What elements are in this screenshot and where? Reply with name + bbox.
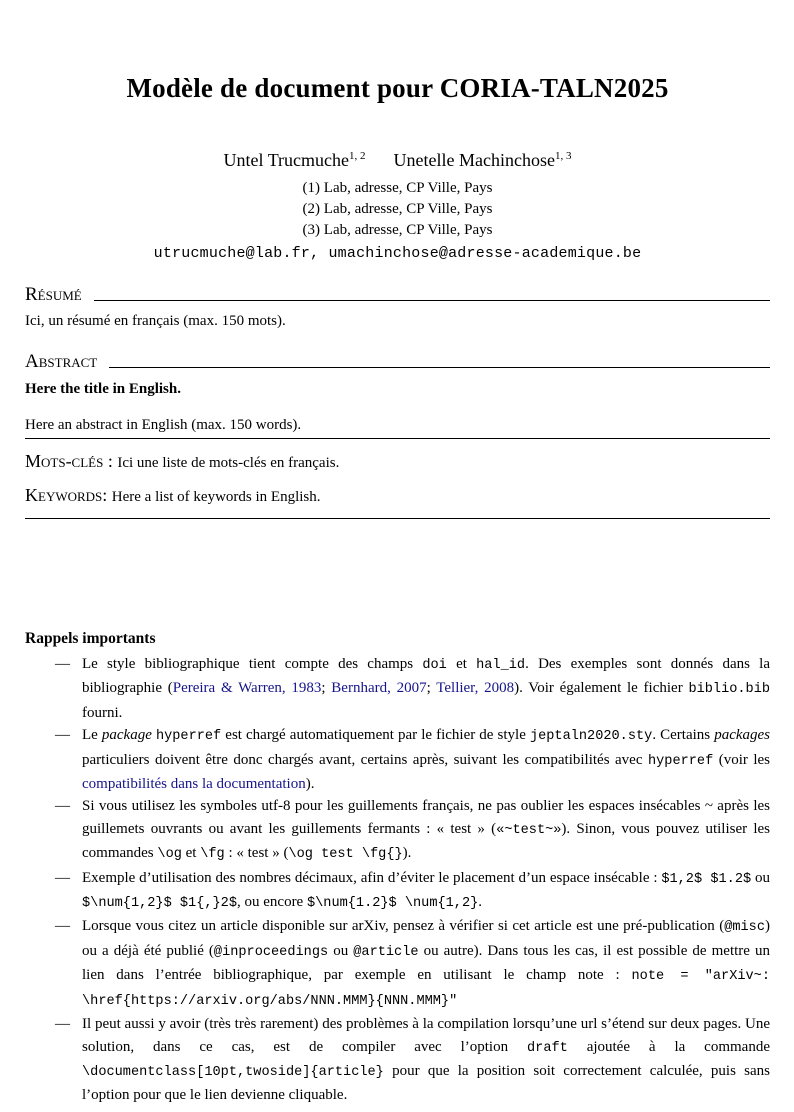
text-segment: et xyxy=(446,656,477,672)
text-segment: ). xyxy=(402,845,412,862)
text-segment: . Certains xyxy=(652,727,715,744)
text-segment: package xyxy=(101,727,152,744)
list-item-dash: — xyxy=(55,869,70,886)
text-segment: jeptaln2020.sty xyxy=(529,729,653,745)
text-segment: ou autre). Dans tous les cas, il est possible de mettre un lien dans l’entrée bibliographique, par exemple en utilisant le champ note : xyxy=(82,942,770,984)
text-segment: ). xyxy=(305,776,315,793)
rappels-heading: Rappels importants xyxy=(25,630,156,647)
text-segment: note = "arXiv~: \href{https://arxiv.org/abs/NNN.MMM}{NNN.MMM}" xyxy=(82,969,770,1009)
text-segment: «~test~» xyxy=(496,822,562,838)
email-line: utrucmuche@lab.fr, umachinchose@adresse-academique.be xyxy=(153,245,642,262)
list-item xyxy=(25,867,770,916)
keywords-text: Here a list of keywords in English. xyxy=(111,489,321,505)
list-item xyxy=(25,795,770,866)
list-item-text xyxy=(82,915,770,1013)
abstract-heading: Abstract xyxy=(25,351,98,372)
text-segment: ajoutée à la commande xyxy=(567,1038,770,1055)
text-segment: , ou encore xyxy=(237,894,307,911)
list-item xyxy=(25,653,770,724)
list-item-text xyxy=(82,724,770,795)
text-segment: ou xyxy=(751,869,770,886)
text-segment: Lorsque vous citez un article disponible sur arXiv, pensez à vérifier si cet article est une pré-publication ( xyxy=(82,918,725,935)
affiliation-line: (2) Lab, adresse, CP Ville, Pays xyxy=(302,201,493,217)
motscles-text: Ici une liste de mots-clés en français. xyxy=(117,455,340,471)
affiliation-line: (1) Lab, adresse, CP Ville, Pays xyxy=(302,180,493,196)
text-segment: Le xyxy=(82,727,102,744)
text-segment: ; xyxy=(426,680,437,697)
text-segment: hyperref xyxy=(647,753,714,769)
list-item-dash: — xyxy=(55,798,70,815)
text-segment: et xyxy=(181,845,201,862)
text-segment: @misc xyxy=(724,920,765,936)
list-item-text xyxy=(82,795,770,866)
text-segment: \og test \fg{} xyxy=(288,847,403,863)
affiliations xyxy=(25,178,770,241)
abstract-rule xyxy=(109,367,770,368)
rappels-list xyxy=(25,653,770,1107)
text-segment: fourni. xyxy=(82,704,123,721)
abstract-title-english: Here the title in English. xyxy=(25,381,181,397)
page-title: Modèle de document pour CORIA-TALN2025 xyxy=(126,73,669,103)
list-item-dash: — xyxy=(55,727,70,744)
resume-section-heading xyxy=(25,284,770,305)
abstract-text: Here an abstract in English (max. 150 words). xyxy=(25,415,770,439)
text-segment: Exemple d’utilisation des nombres décimaux, afin d’éviter le placement d’un espace insécable : xyxy=(82,869,662,886)
list-item-dash: — xyxy=(55,918,70,935)
text-segment: \fg xyxy=(200,847,225,863)
text-segment: $\num{1.2}$ \num{1,2} xyxy=(306,896,479,912)
text-segment: . Des exemples sont donnés dans la bibliographie ( xyxy=(82,656,771,697)
text-segment: ou xyxy=(328,942,354,959)
resume-heading: Résumé xyxy=(25,284,82,305)
list-item xyxy=(25,915,770,1013)
text-segment: draft xyxy=(527,1040,568,1056)
list-item-dash: — xyxy=(55,656,70,672)
text-segment: packages xyxy=(714,727,770,744)
text-segment: . xyxy=(478,894,483,911)
list-item-text xyxy=(82,867,770,916)
text-segment: ; xyxy=(321,680,332,697)
abstract-section-heading xyxy=(25,351,770,372)
text-segment: $\num{1,2}$ $1{,}2$ xyxy=(82,896,237,912)
text-segment: \og xyxy=(157,847,182,863)
text-segment: Il peut aussi y avoir (très très rarement) des problèmes à la compilation lorsqu’une url s’étend sur deux pages. Une solution, dans ce cas, est de compiler avec l’option xyxy=(82,1016,770,1055)
text-segment: biblio.bib xyxy=(688,682,771,698)
resume-text: Ici, un résumé en français (max. 150 mots). xyxy=(25,313,286,329)
text-segment: \documentclass[10pt,twoside]{article} xyxy=(82,1064,384,1080)
motscles-label: Mots-clés : xyxy=(25,451,118,471)
list-item-text xyxy=(82,653,770,724)
author-affiliation-superscript: 1, 2 xyxy=(349,150,366,162)
authors-line xyxy=(25,150,770,171)
list-item-text xyxy=(82,1013,770,1107)
text-segment: Le style bibliographique tient compte des champs xyxy=(82,656,423,672)
text-segment: @article xyxy=(353,944,419,960)
list-item xyxy=(25,724,770,795)
text-segment: particuliers doivent être donc chargés avant, certains après, suivant les compatibilités avec xyxy=(82,751,648,768)
hyperlink[interactable]: Pereira & Warren, 1983 xyxy=(172,680,322,697)
hyperlink[interactable]: Tellier, 2008 xyxy=(436,680,515,697)
hyperlink[interactable]: Bernhard, 2007 xyxy=(331,680,427,697)
text-segment: ) ou a déjà été publié ( xyxy=(82,918,770,959)
text-segment: Si vous utilisez les symboles utf-8 pour les guillements français, ne pas oublier les espaces insécables ~ après les guillemets ouvrants ou avant les guillements fermants : « test » ( xyxy=(82,798,770,837)
motscles-line xyxy=(25,451,770,473)
keywords-line xyxy=(25,485,770,507)
keywords-label: Keywords: xyxy=(25,485,112,505)
list-item-dash: — xyxy=(55,1016,70,1033)
text-segment: hyperref xyxy=(155,729,222,745)
text-segment: @inproceedings xyxy=(213,944,329,960)
text-segment: ). Voir également le fichier xyxy=(514,680,689,697)
text-segment: ). Sinon, vous pouvez utiliser les commandes xyxy=(82,820,770,862)
header-bottom-rule xyxy=(25,518,770,519)
author-name: Unetelle Machinchose$^{1, 3}$ xyxy=(393,150,572,170)
text-segment: $1,2$ $1.2$ xyxy=(661,871,752,887)
affiliation-line: (3) Lab, adresse, CP Ville, Pays xyxy=(302,222,493,238)
author-name: Untel Trucmuche$^{1, 2}$ xyxy=(223,150,366,170)
text-segment: hal_id xyxy=(476,658,526,673)
text-segment: (voir les xyxy=(713,751,770,768)
text-segment: doi xyxy=(422,658,447,673)
hyperlink[interactable]: compatibilités dans la documentation xyxy=(82,776,306,793)
resume-rule xyxy=(94,300,770,301)
text-segment: : « test » ( xyxy=(224,845,289,862)
text-segment: pour que la position soit correctement calculée, puis sans l’option pour que le lien devienne cliquable. xyxy=(82,1062,770,1104)
text-segment: est chargé automatiquement par le fichier de style xyxy=(221,727,530,744)
list-item xyxy=(25,1013,770,1107)
author-affiliation-superscript: 1, 3 xyxy=(554,150,572,162)
